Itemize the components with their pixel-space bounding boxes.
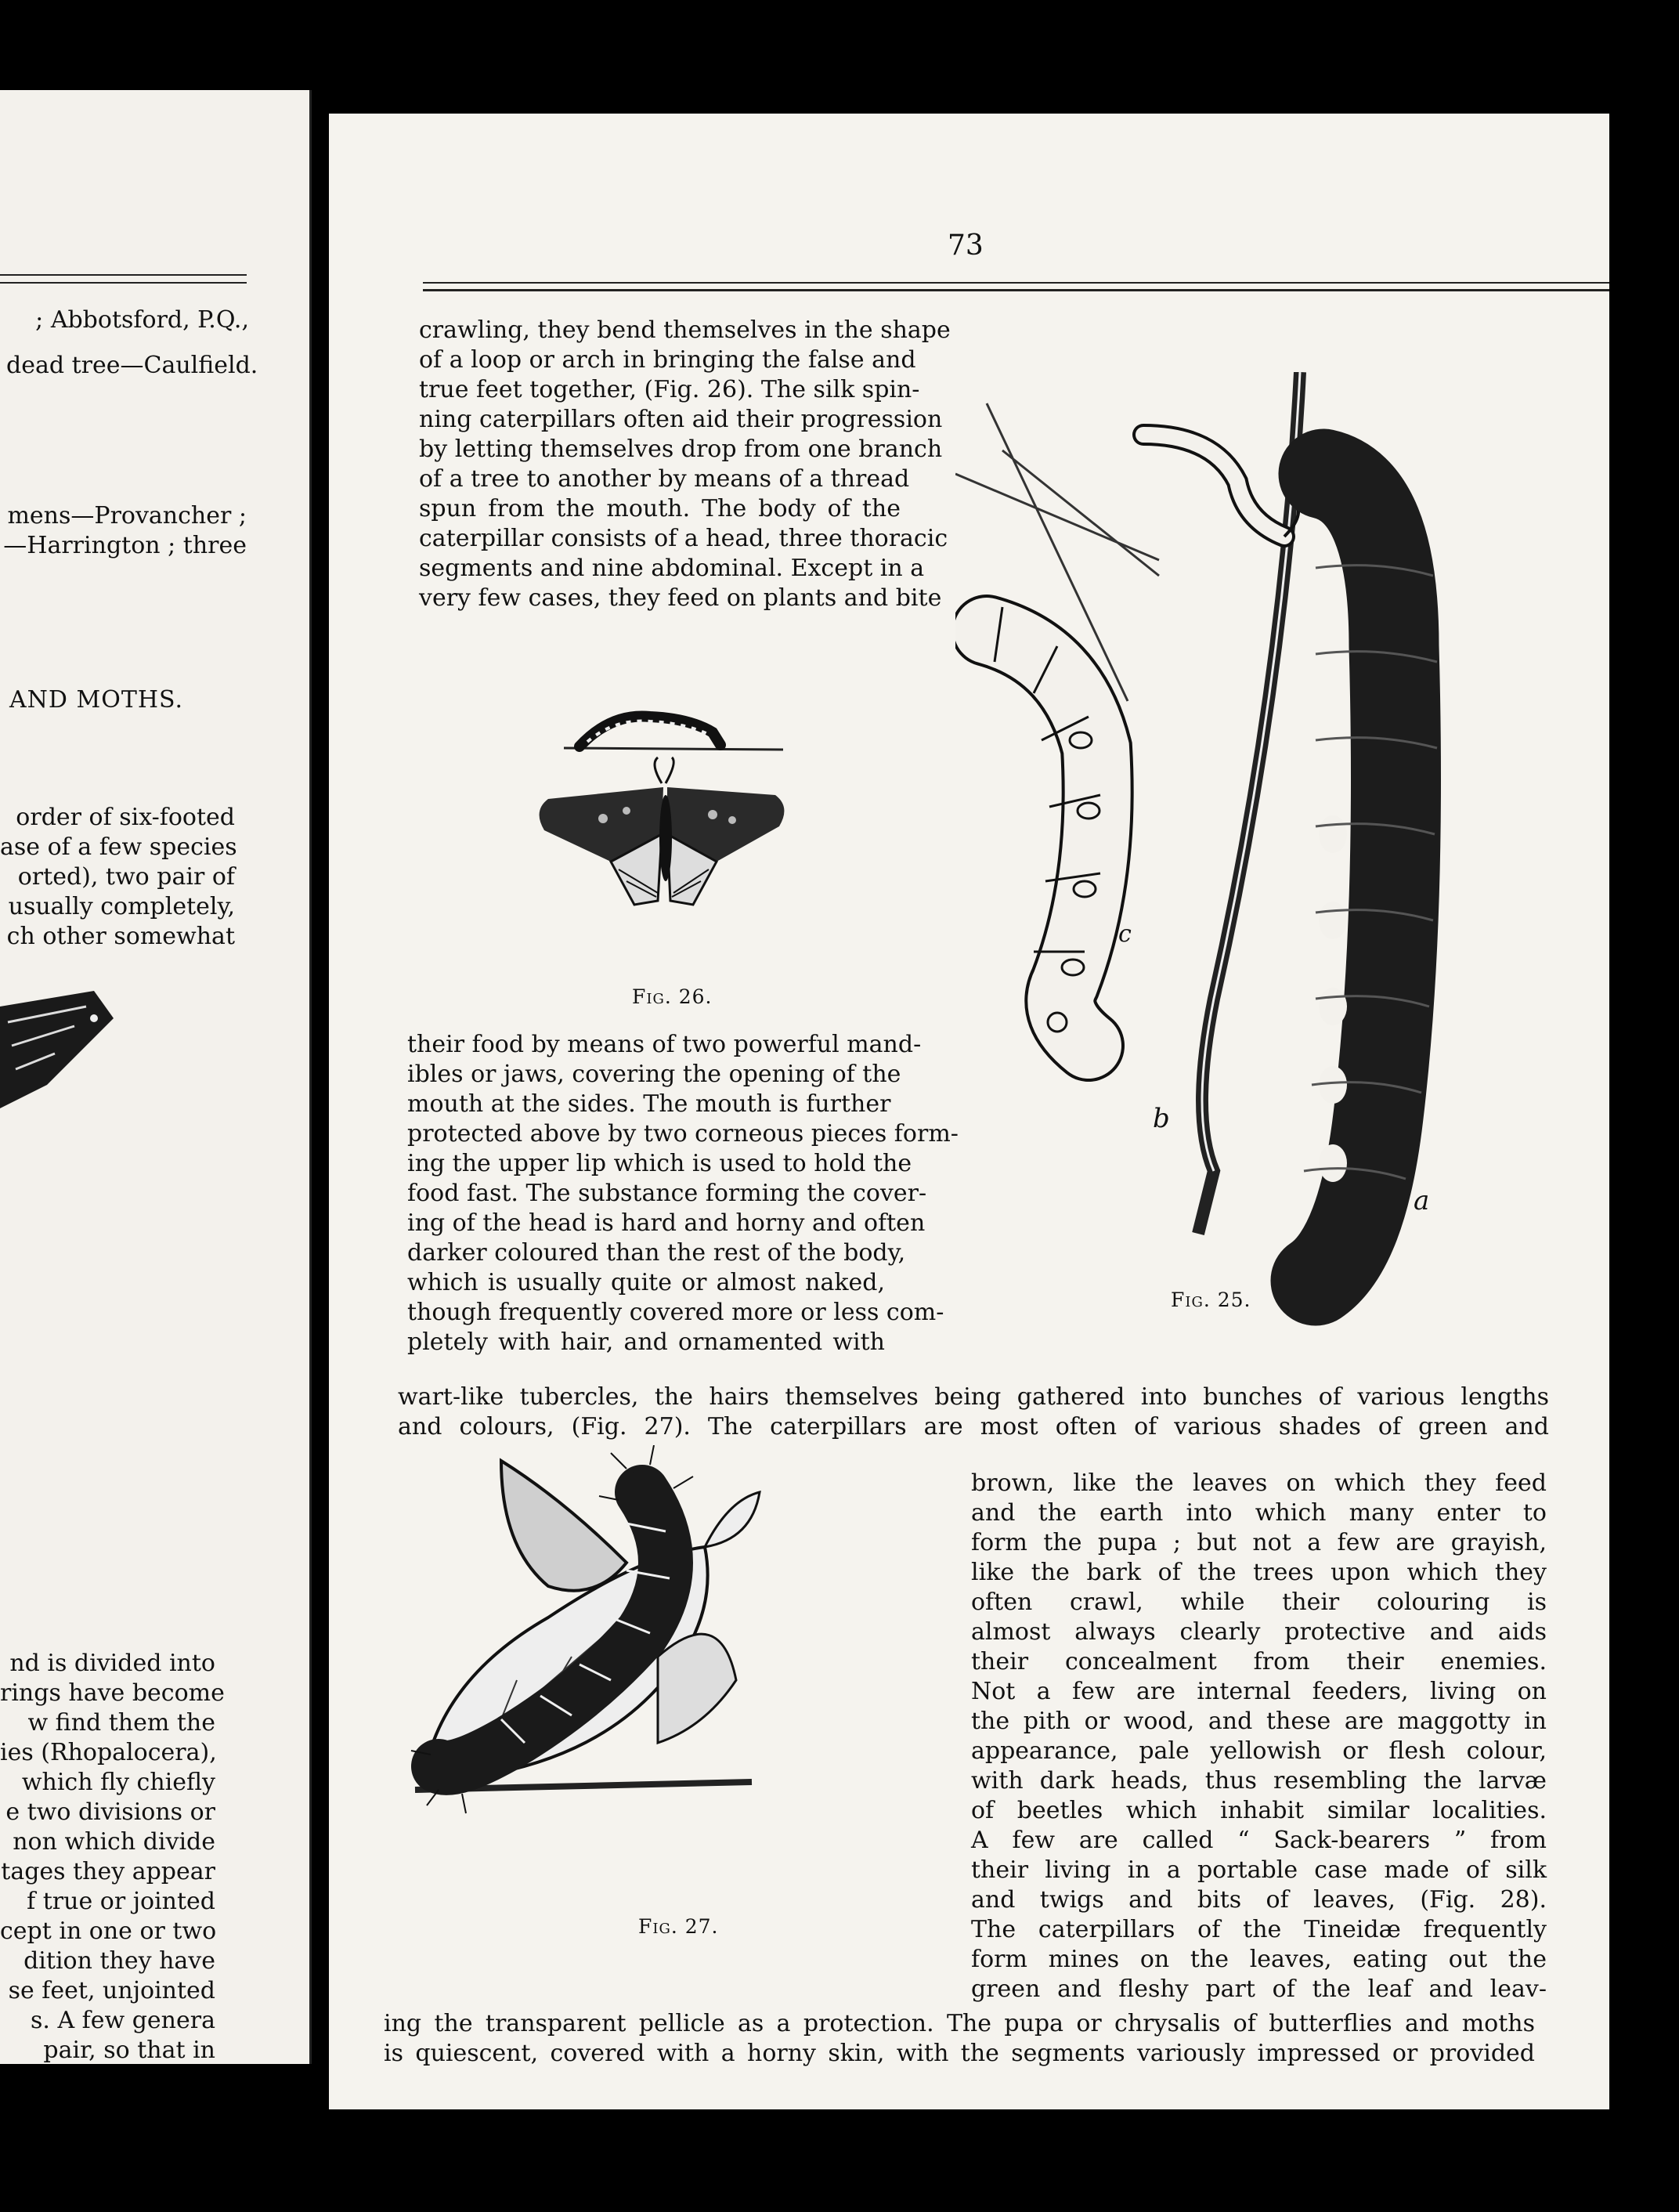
fig27-caption: Fig. 27. bbox=[638, 1915, 719, 1938]
left-line: w find them the bbox=[27, 1709, 215, 1737]
fig26-caption: Fig. 26. bbox=[632, 985, 713, 1008]
text-line: of a loop or arch in bringing the false and bbox=[419, 346, 916, 374]
paragraph-2 bbox=[407, 1030, 959, 1357]
left-text-top bbox=[6, 305, 258, 381]
text-line: segments and nine abdominal. Except in a bbox=[419, 555, 925, 582]
fig25-label-b: b bbox=[1153, 1103, 1170, 1134]
text-line: wart-like tubercles, the hairs themselves being gathered into bunches of various lengths bbox=[398, 1383, 1549, 1411]
fig25-label-c: c bbox=[1118, 920, 1132, 948]
text-line: spun from the mouth. The body of the bbox=[419, 495, 901, 522]
text-line: food fast. The substance forming the cover- bbox=[407, 1180, 927, 1207]
paragraph-1 bbox=[419, 316, 951, 613]
left-text-bottom bbox=[0, 1649, 225, 2064]
text-line: protected above by two corneous pieces form- bbox=[407, 1120, 959, 1148]
left-line: se feet, unjointed bbox=[8, 1977, 215, 2004]
text-line: by letting themselves drop from one branch bbox=[419, 436, 943, 463]
left-text-mid bbox=[0, 501, 247, 561]
left-line: e two divisions or bbox=[5, 1798, 215, 1826]
text-line: caterpillar consists of a head, three thoracic bbox=[419, 525, 948, 552]
text-line: mouth at the sides. The mouth is further bbox=[407, 1090, 891, 1118]
left-heading: AND MOTHS. bbox=[9, 686, 184, 714]
text-line: though frequently covered more or less com- bbox=[407, 1299, 944, 1326]
page-73 bbox=[329, 114, 1609, 2109]
text-line: ibles or jaws, covering the opening of the bbox=[407, 1061, 901, 1088]
left-line: cept in one or two bbox=[0, 1917, 217, 1945]
text-line: which is usually quite or almost naked, bbox=[407, 1269, 885, 1296]
text-line: ning caterpillars often aid their progression bbox=[419, 406, 943, 433]
text-line: with dark heads, thus resembling the larvæ bbox=[971, 1767, 1547, 1795]
left-line: ies (Rhopalocera), bbox=[0, 1739, 217, 1766]
text-line: green and fleshy part of the leaf and leav- bbox=[971, 1975, 1547, 2003]
text-line: true feet together, (Fig. 26). The silk spin- bbox=[419, 376, 920, 403]
text-line: like the bark of the trees upon which they bbox=[971, 1559, 1547, 1586]
text-line: and twigs and bits of leaves, (Fig. 28). bbox=[971, 1886, 1547, 1914]
text-line: A few are called “ Sack-bearers ” from bbox=[971, 1827, 1547, 1854]
text-line: form mines on the leaves, eating out the bbox=[971, 1946, 1547, 1973]
header-rule bbox=[423, 282, 1609, 284]
text-line: brown, like the leaves on which they feed bbox=[971, 1469, 1547, 1497]
text-line: form the pupa ; but not a few are grayish, bbox=[971, 1529, 1547, 1556]
left-line: orted), two pair of bbox=[17, 863, 235, 891]
left-line: ; Abbotsford, P.Q., bbox=[35, 306, 249, 334]
text-line: appearance, pale yellowish or flesh colour, bbox=[971, 1737, 1547, 1765]
header-rule-2 bbox=[423, 289, 1609, 291]
text-line: and the earth into which many enter to bbox=[971, 1499, 1547, 1527]
fig26-moth-illustration bbox=[517, 670, 807, 928]
full-width-lines-1 bbox=[398, 1382, 1549, 1442]
text-line: crawling, they bend themselves in the shape bbox=[419, 316, 951, 344]
left-line: dition they have bbox=[23, 1947, 215, 1975]
left-line: pair, so that in bbox=[43, 2037, 215, 2064]
left-butterfly-wing-illustration bbox=[0, 991, 117, 1116]
left-line: mens—Provancher ; bbox=[7, 502, 247, 530]
fig25-label-a: a bbox=[1414, 1185, 1430, 1216]
left-line: s. A few genera bbox=[30, 2007, 215, 2034]
fig25-caption: Fig. 25. bbox=[1171, 1289, 1251, 1311]
left-text-intro bbox=[0, 803, 235, 952]
text-line: and colours, (Fig. 27). The caterpillars are most often of various shades of green and bbox=[398, 1413, 1549, 1440]
paragraph-3 bbox=[971, 1469, 1547, 2004]
full-width-lines-2 bbox=[384, 2009, 1535, 2069]
text-line: ing of the head is hard and horny and often bbox=[407, 1209, 926, 1237]
left-line: ch other somewhat bbox=[6, 923, 235, 950]
text-line: of beetles which inhabit similar localities. bbox=[971, 1797, 1547, 1824]
fig25-caterpillar-illustration bbox=[955, 372, 1457, 1414]
left-line: dead tree—Caulfield. bbox=[6, 352, 258, 379]
text-line: very few cases, they feed on plants and bite bbox=[419, 584, 942, 612]
text-line: pletely with hair, and ornamented with bbox=[407, 1328, 885, 1356]
text-line: often crawl, while their colouring is bbox=[971, 1589, 1547, 1616]
text-line: of a tree to another by means of a thread bbox=[419, 465, 910, 493]
left-page bbox=[0, 90, 312, 2064]
text-line: almost always clearly protective and aids bbox=[971, 1618, 1547, 1646]
text-line: their concealment from their enemies. bbox=[971, 1648, 1547, 1675]
text-line: The caterpillars of the Tineidæ frequently bbox=[971, 1916, 1547, 1943]
left-line: non which divide bbox=[13, 1828, 215, 1856]
fig27-hairy-caterpillar-illustration bbox=[392, 1445, 767, 1852]
left-line: nd is divided into bbox=[9, 1650, 215, 1677]
text-line: their living in a portable case made of silk bbox=[971, 1856, 1547, 1884]
left-line: f true or jointed bbox=[27, 1888, 215, 1915]
left-line: ase of a few species bbox=[0, 833, 237, 861]
text-line: their food by means of two powerful mand- bbox=[407, 1031, 922, 1058]
text-line: is quiescent, covered with a horny skin, with the segments variously impressed or provided bbox=[384, 2040, 1535, 2067]
page-number: 73 bbox=[948, 230, 984, 262]
left-line: tages they appear bbox=[1, 1858, 215, 1885]
left-line: order of six-footed bbox=[16, 804, 235, 831]
text-line: the pith or wood, and these are maggotty in bbox=[971, 1708, 1547, 1735]
text-line: Not a few are internal feeders, living on bbox=[971, 1678, 1547, 1705]
header-rule-2 bbox=[0, 282, 247, 284]
header-rule bbox=[0, 274, 247, 276]
left-line: rings have become bbox=[0, 1679, 225, 1707]
left-line: usually completely, bbox=[8, 893, 235, 920]
text-line: darker coloured than the rest of the body, bbox=[407, 1239, 906, 1267]
text-line: ing the transparent pellicle as a protection. The pupa or chrysalis of butterflies and moths bbox=[384, 2010, 1535, 2037]
text-line: ing the upper lip which is used to hold the bbox=[407, 1150, 912, 1177]
left-line: —Harrington ; three bbox=[3, 532, 247, 559]
left-line: which fly chiefly bbox=[21, 1769, 215, 1796]
